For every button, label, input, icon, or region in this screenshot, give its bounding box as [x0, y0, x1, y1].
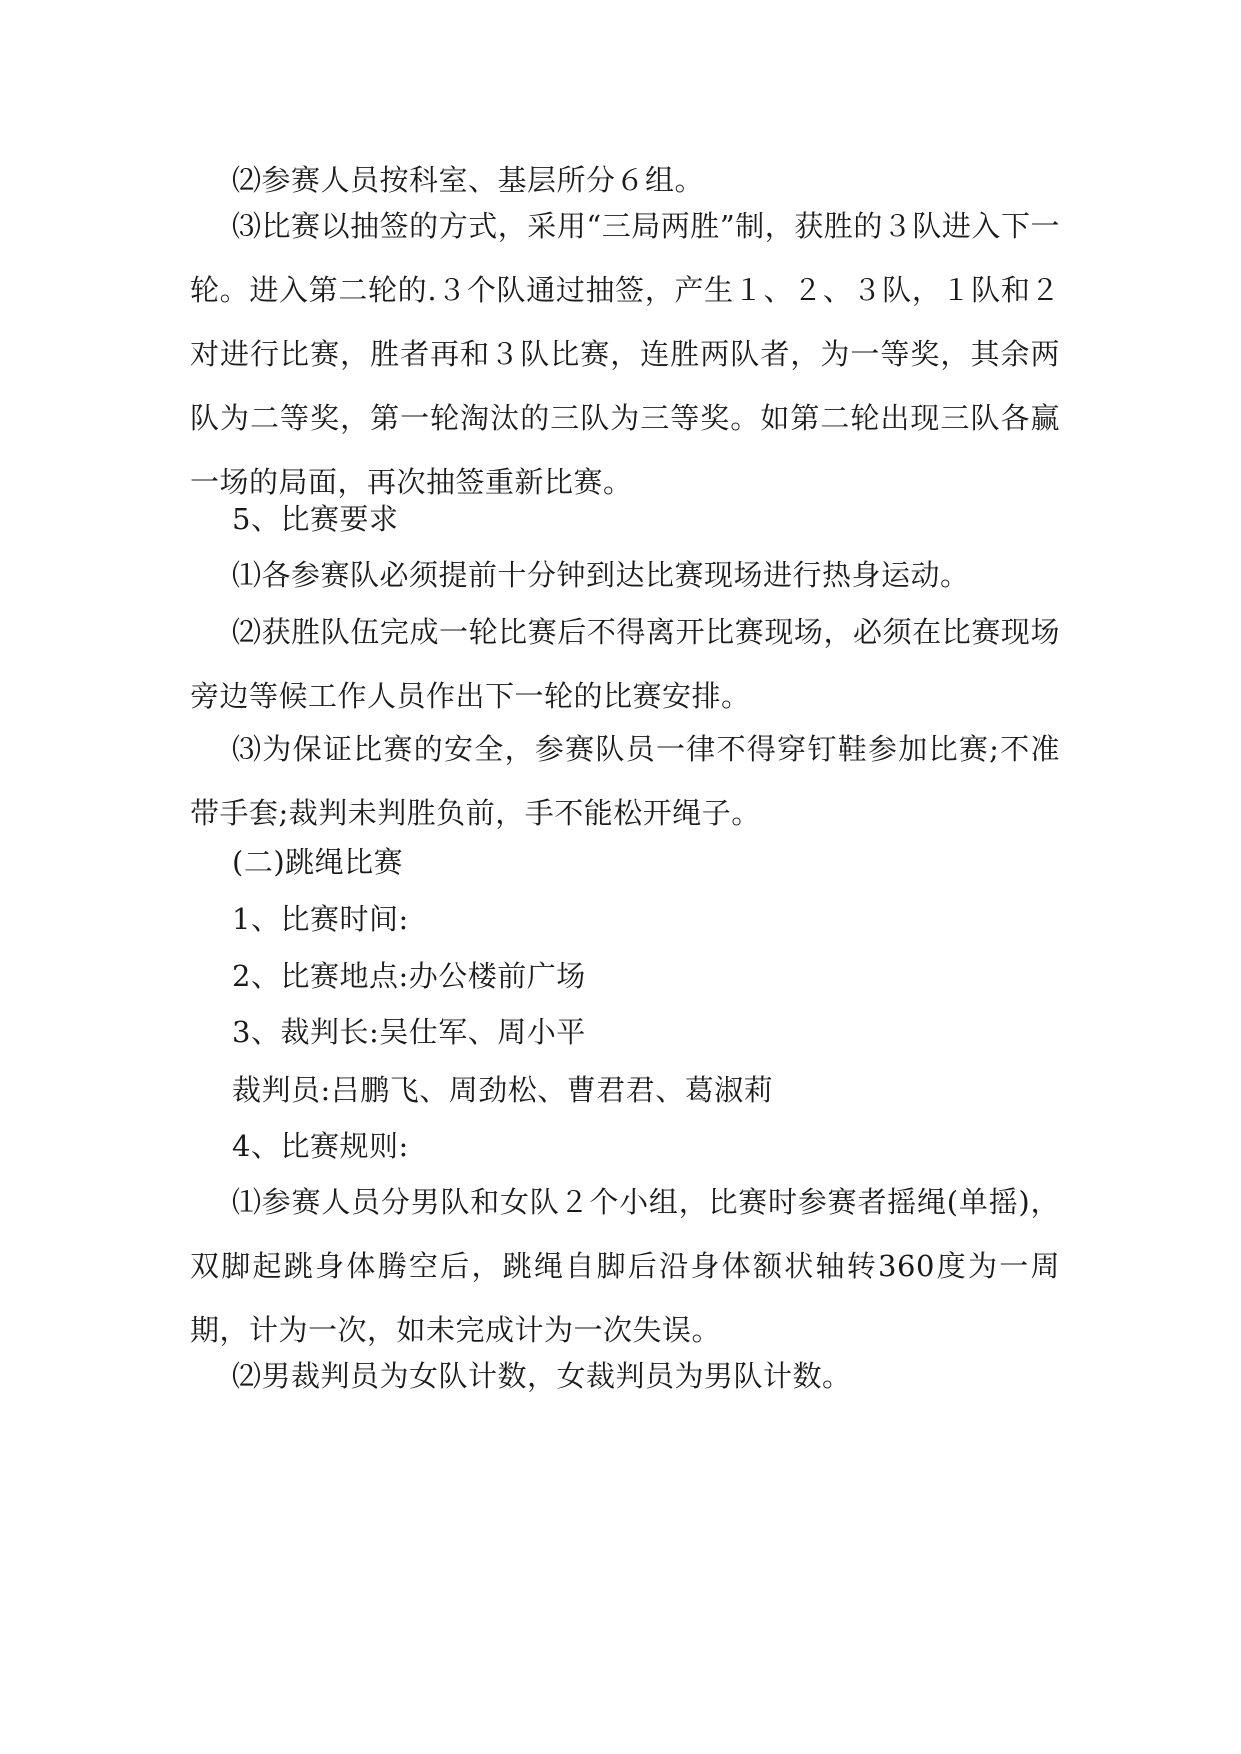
- paragraph-referees: 裁判员:吕鹏飞、周劲松、曹君君、葛淑莉: [232, 1073, 774, 1107]
- paragraph-rope-rules: ⑴参赛人员分男队和女队２个小组，比赛时参赛者摇绳(单摇)，双脚起跳身体腾空后，跳绳自脚后沿身体额状轴转360度为一周期，计为一次，如未完成计为一次失误。: [190, 1185, 1060, 1347]
- paragraph-match-location: 2、比赛地点:办公楼前广场: [232, 959, 586, 993]
- paragraph-chief-referee: 3、裁判长:吴仕军、周小平: [232, 1015, 586, 1049]
- paragraph-warmup-requirement: ⑴各参赛队必须提前十分钟到达比赛现场进行热身运动。: [232, 558, 970, 592]
- paragraph-match-format: ⑶比赛以抽签的方式，采用“三局两胜”制，获胜的３队进入下一轮。进入第二轮的.３个队通过抽签，产生１、２、３队，１队和２对进行比赛，胜者再和３队比赛，连胜两队者，为一等奖，其余两队为二等奖，第一轮淘汰的三队为三等奖。如第二轮出现三队各赢一场的局面，再次抽签重新比赛。: [190, 209, 1060, 499]
- paragraph-winner-waiting: ⑵获胜队伍完成一轮比赛后不得离开比赛现场，必须在比赛现场旁边等候工作人员作出下一轮的比赛安排。: [190, 615, 1060, 713]
- paragraph-match-time: 1、比赛时间:: [232, 902, 409, 936]
- section-heading-rope-skipping: (二)跳绳比赛: [232, 845, 404, 879]
- paragraph-safety-rules: ⑶为保证比赛的安全，参赛队员一律不得穿钉鞋参加比赛;不准带手套;裁判未判胜负前，手不能松开绳子。: [190, 732, 1060, 830]
- section-heading-requirements: 5、比赛要求: [232, 502, 399, 536]
- section-heading-rules: 4、比赛规则:: [232, 1129, 409, 1163]
- paragraph-counting-rules: ⑵男裁判员为女队计数，女裁判员为男队计数。: [232, 1359, 852, 1393]
- paragraph-group-division: ⑵参赛人员按科室、基层所分６组。: [232, 163, 705, 197]
